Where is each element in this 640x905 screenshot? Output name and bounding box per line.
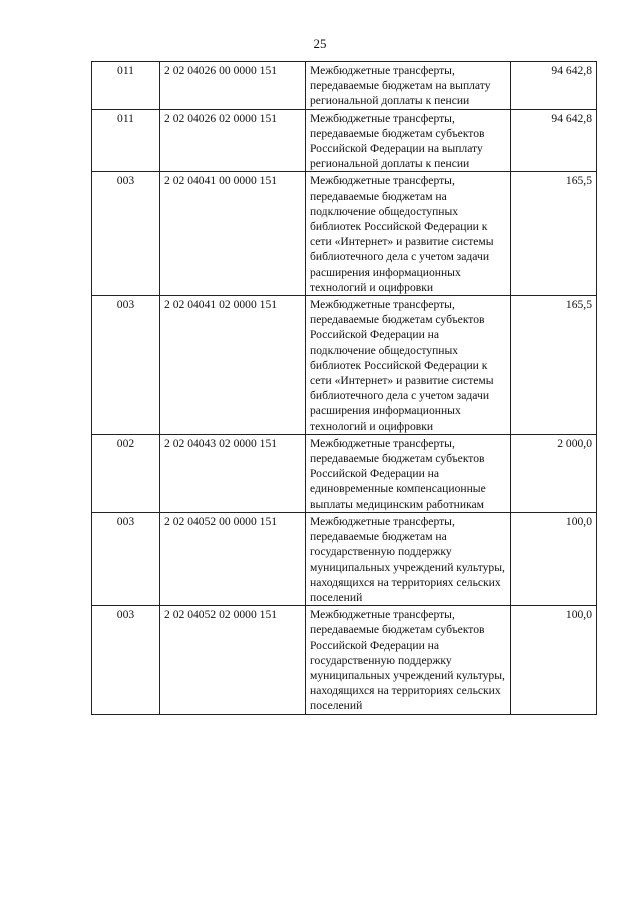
admin-code-cell: 003 — [92, 606, 160, 714]
table-row — [92, 434, 597, 512]
description-cell: Межбюджетные трансферты, передаваемые бюджетам на выплату региональной доплаты к пенсии — [306, 62, 511, 110]
admin-code-cell: 011 — [92, 62, 160, 110]
amount-cell: 100,0 — [511, 512, 597, 605]
amount-cell: 94 642,8 — [511, 109, 597, 172]
description-cell: Межбюджетные трансферты, передаваемые бюджетам субъектов Российской Федерации на подключение общедоступных библиотек Российской Федерации к сети «Интернет» и развитие системы библиотечного дела с учетом задачи расширения информационных технологий и оцифровки — [306, 296, 511, 435]
description-cell: Межбюджетные трансферты, передаваемые бюджетам на подключение общедоступных библиотек Российской Федерации к сети «Интернет» и развитие системы библиотечного дела с учетом задачи расширения информационных технологий и оцифровки — [306, 172, 511, 296]
table-row — [92, 109, 597, 172]
admin-code-cell: 003 — [92, 512, 160, 605]
table-row — [92, 62, 597, 110]
admin-code-cell: 011 — [92, 109, 160, 172]
table-row — [92, 296, 597, 435]
budget-code-cell: 2 02 04052 00 0000 151 — [160, 512, 306, 605]
budget-code-cell: 2 02 04041 02 0000 151 — [160, 296, 306, 435]
description-cell: Межбюджетные трансферты, передаваемые бюджетам субъектов Российской Федерации на единовременные компенсационные выплаты медицинским работникам — [306, 434, 511, 512]
budget-transfers-table — [91, 61, 597, 715]
amount-cell: 165,5 — [511, 296, 597, 435]
budget-code-cell: 2 02 04043 02 0000 151 — [160, 434, 306, 512]
page-number: 25 — [313, 36, 327, 51]
amount-cell: 165,5 — [511, 172, 597, 296]
amount-cell: 94 642,8 — [511, 62, 597, 110]
budget-code-cell: 2 02 04026 00 0000 151 — [160, 62, 306, 110]
budget-code-cell: 2 02 04041 00 0000 151 — [160, 172, 306, 296]
amount-cell: 2 000,0 — [511, 434, 597, 512]
description-cell: Межбюджетные трансферты, передаваемые бюджетам субъектов Российской Федерации на выплату региональной доплаты к пенсии — [306, 109, 511, 172]
table-row — [92, 606, 597, 714]
description-cell: Межбюджетные трансферты, передаваемые бюджетам субъектов Российской Федерации на государственную поддержку муниципальных учреждений культуры, находящихся на территориях сельских поселений — [306, 606, 511, 714]
table-row — [92, 172, 597, 296]
amount-cell: 100,0 — [511, 606, 597, 714]
admin-code-cell: 003 — [92, 296, 160, 435]
admin-code-cell: 003 — [92, 172, 160, 296]
table-row — [92, 512, 597, 605]
budget-code-cell: 2 02 04026 02 0000 151 — [160, 109, 306, 172]
budget-code-cell: 2 02 04052 02 0000 151 — [160, 606, 306, 714]
admin-code-cell: 002 — [92, 434, 160, 512]
description-cell: Межбюджетные трансферты, передаваемые бюджетам на государственную поддержку муниципальных учреждений культуры, находящихся на территориях сельских поселений — [306, 512, 511, 605]
